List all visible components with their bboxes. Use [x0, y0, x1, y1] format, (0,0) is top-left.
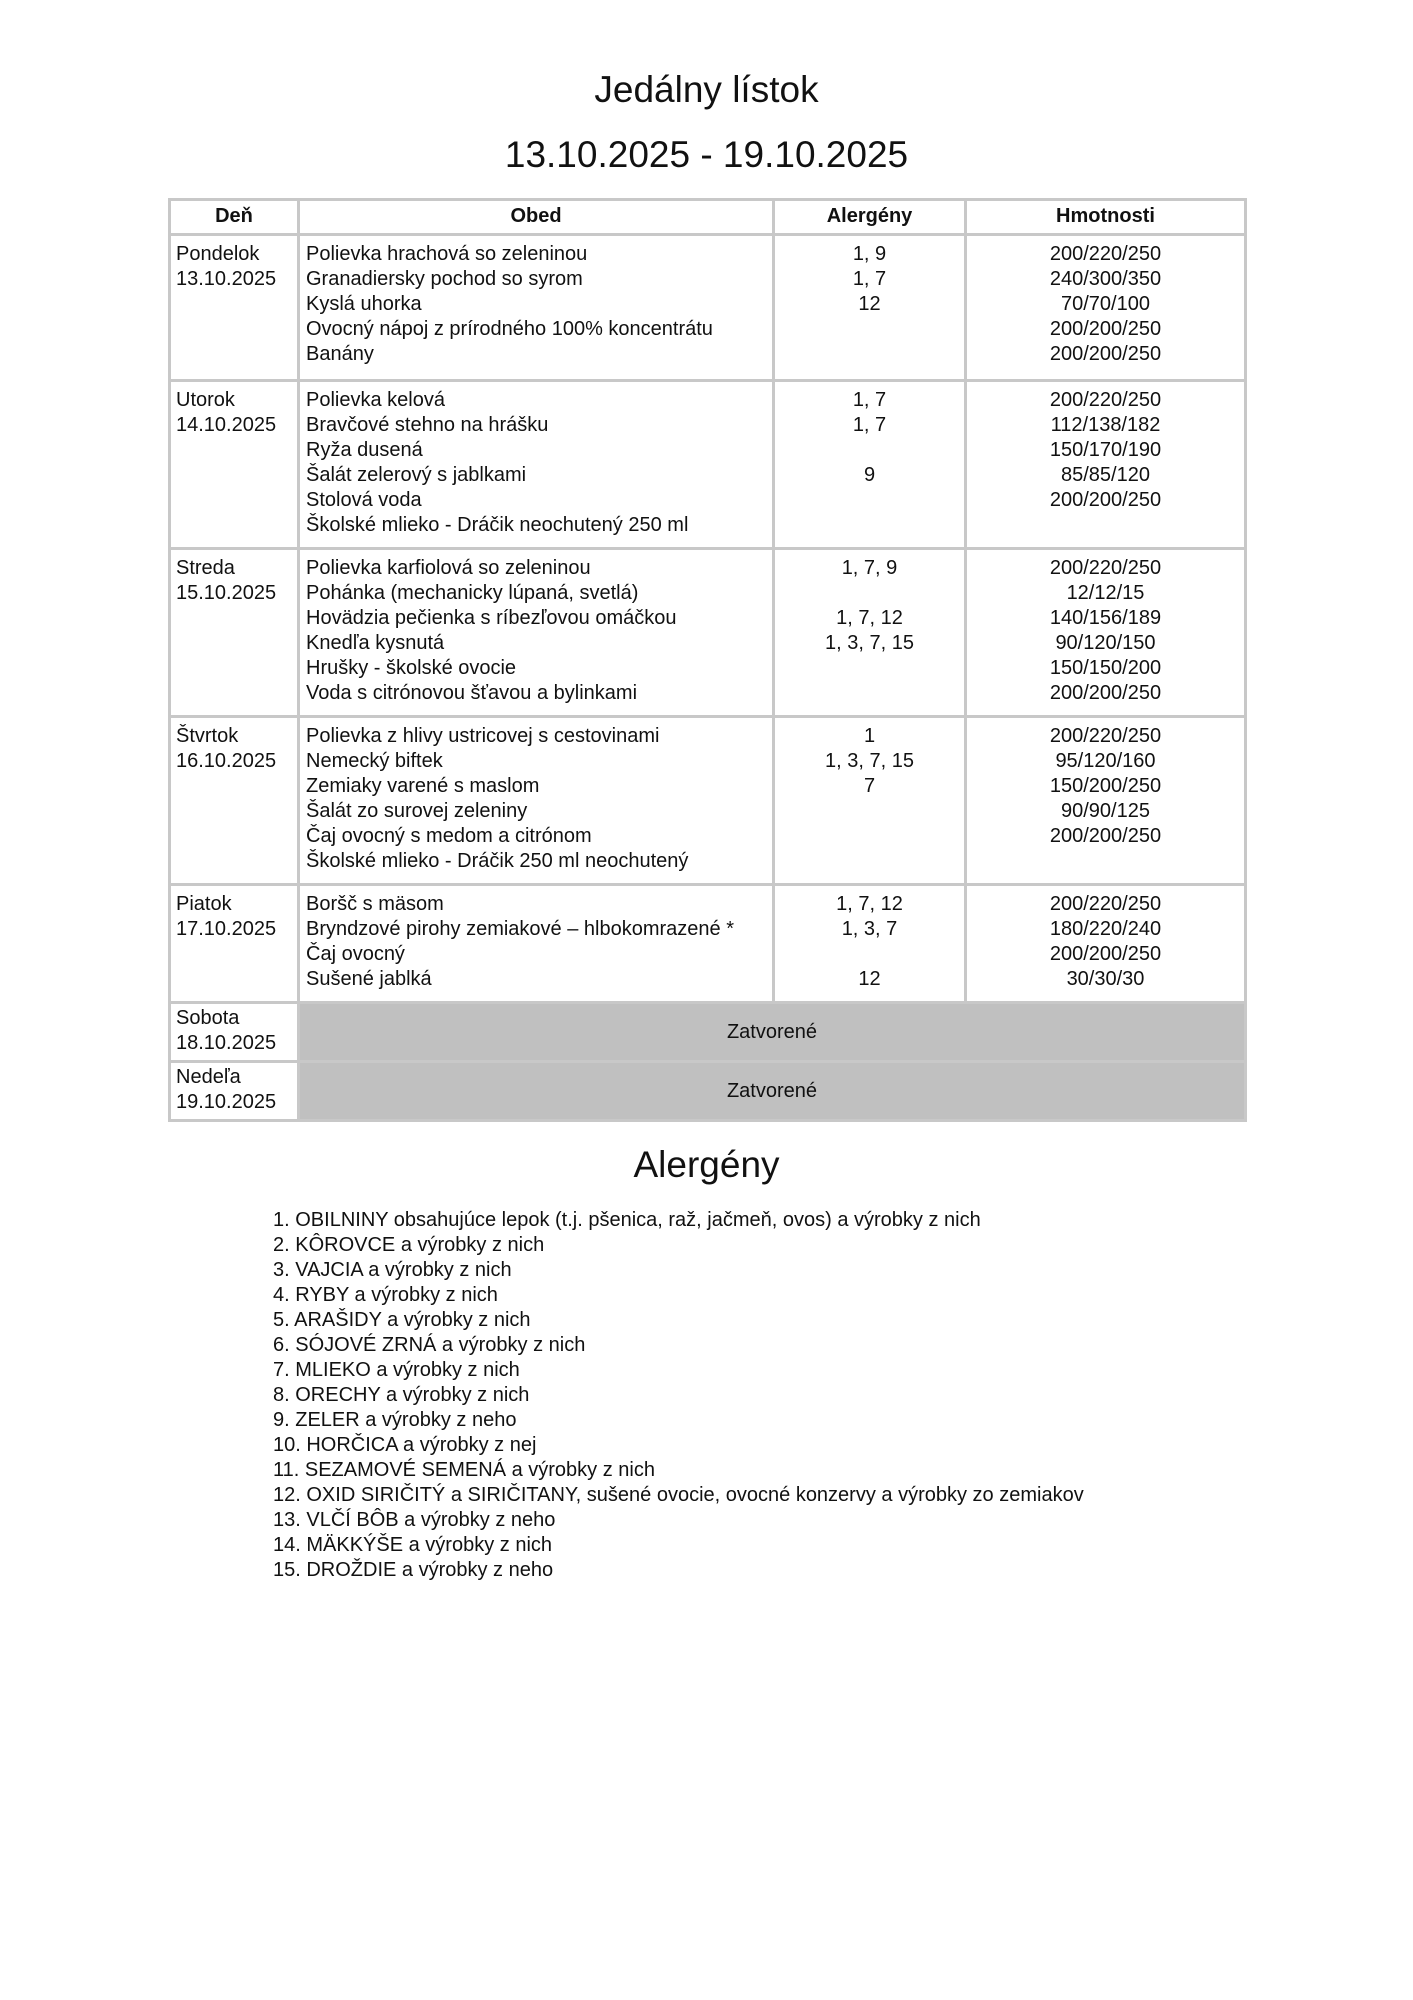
- weights-cell: [966, 885, 1246, 1003]
- meal-item: Hovädzia pečienka s ríbezľovou omáčkou: [306, 607, 677, 629]
- allergen-codes: [775, 942, 964, 967]
- closed-status: Zatvorené: [299, 1003, 1246, 1062]
- meal-item: Čaj ovocný s medom a citrónom: [306, 825, 592, 847]
- meals-cell: [299, 717, 774, 885]
- allergen-list-item: 12. OXID SIRIČITÝ a SIRIČITANY, sušené ovocie, ovocné konzervy a výrobky zo zemiakov: [273, 1484, 1084, 1506]
- meals-cell: [299, 381, 774, 549]
- table-row: [170, 549, 1246, 717]
- allergen-codes: 1, 3, 7: [841, 918, 898, 940]
- day-date: 16.10.2025: [176, 750, 277, 772]
- meal-item: Boršč s mäsom: [306, 893, 444, 915]
- allergen-codes: [775, 342, 964, 367]
- allergen-list-item: 7. MLIEKO a výrobky z nich: [273, 1359, 520, 1381]
- meal-item: Polievka z hlivy ustricovej s cestovinami: [306, 725, 660, 747]
- column-header-lunch: Obed: [299, 200, 774, 235]
- weight-value: 200/200/250: [1049, 825, 1162, 847]
- day-name: Štvrtok: [176, 725, 239, 747]
- meal-item: Kyslá uhorka: [306, 293, 422, 315]
- meals-cell: [299, 885, 774, 1003]
- allergen-codes: [775, 824, 964, 849]
- table-row: [170, 885, 1246, 1003]
- weight-value: 200/200/250: [1049, 489, 1162, 511]
- allergens-cell: [774, 717, 966, 885]
- weight-value: 140/156/189: [1049, 607, 1162, 629]
- allergen-codes: 1, 3, 7, 15: [825, 750, 914, 772]
- weight-value: 180/220/240: [1049, 918, 1162, 940]
- allergen-list-item: 9. ZELER a výrobky z neho: [273, 1409, 517, 1431]
- allergen-list-item: 11. SEZAMOVÉ SEMENÁ a výrobky z nich: [273, 1459, 655, 1481]
- menu-table: [168, 198, 1247, 1122]
- meal-item: Polievka karfiolová so zeleninou: [306, 557, 591, 579]
- meal-item: Ryža dusená: [306, 439, 423, 461]
- meal-item: Bravčové stehno na hrášku: [306, 414, 549, 436]
- allergen-codes: [775, 656, 964, 681]
- allergens-cell: [774, 549, 966, 717]
- day-cell: [170, 1062, 299, 1121]
- meal-item: Bryndzové pirohy zemiakové – hlbokomrazené *: [306, 918, 734, 940]
- page-title: Jedálny lístok: [594, 69, 819, 110]
- allergen-list-item: 13. VLČÍ BÔB a výrobky z neho: [273, 1509, 556, 1531]
- allergen-codes: 1: [863, 725, 876, 747]
- day-name: Piatok: [176, 893, 232, 915]
- weight-value: 90/120/150: [1055, 632, 1156, 654]
- day-cell: [170, 549, 299, 717]
- weight-value: 85/85/120: [1061, 464, 1150, 486]
- table-row-closed: [170, 1003, 1246, 1062]
- date-range: 13.10.2025 - 19.10.2025: [504, 134, 909, 175]
- allergen-codes: [775, 681, 964, 706]
- allergen-list-item: 14. MÄKKÝŠE a výrobky z nich: [273, 1534, 553, 1556]
- allergen-codes: 12: [858, 968, 881, 990]
- weights-cell: [966, 549, 1246, 717]
- weight-value: 200/220/250: [1049, 893, 1162, 915]
- day-name: Streda: [176, 557, 235, 579]
- allergen-codes: [775, 438, 964, 463]
- meal-item: Stolová voda: [306, 489, 422, 511]
- weight-value: 200/200/250: [1049, 943, 1162, 965]
- allergen-codes: 1, 7, 12: [836, 607, 903, 629]
- weights-cell: [966, 717, 1246, 885]
- weight-value: 240/300/350: [1049, 268, 1162, 290]
- weight-value: 150/170/190: [1049, 439, 1162, 461]
- day-date: 17.10.2025: [176, 918, 277, 940]
- allergen-codes: 7: [863, 775, 876, 797]
- allergens-title: Alergény: [633, 1144, 780, 1185]
- table-row: [170, 381, 1246, 549]
- allergen-codes: 12: [858, 293, 881, 315]
- meal-item: Nemecký biftek: [306, 750, 443, 772]
- weight-value: 112/138/182: [1050, 414, 1161, 436]
- meal-item: Zemiaky varené s maslom: [306, 775, 540, 797]
- weight-value: 95/120/160: [1055, 750, 1156, 772]
- day-name: Nedeľa: [176, 1066, 241, 1088]
- table-row: [170, 235, 1246, 381]
- meal-item: Školské mlieko - Dráčik 250 ml neochutený: [306, 850, 689, 872]
- column-header-allergens: Alergény: [774, 200, 966, 235]
- weight-value: 200/200/250: [1049, 343, 1162, 365]
- allergen-codes: [775, 799, 964, 824]
- meal-item: Ovocný nápoj z prírodného 100% koncentrátu: [306, 318, 713, 340]
- allergen-codes: 1, 7, 9: [841, 557, 898, 579]
- meal-item: Knedľa kysnutá: [306, 632, 445, 654]
- column-header-day: Deň: [170, 200, 299, 235]
- meal-item: Polievka hrachová so zeleninou: [306, 243, 588, 265]
- allergen-list-item: 10. HORČICA a výrobky z nej: [273, 1434, 537, 1456]
- weight-value: 200/200/250: [1049, 682, 1162, 704]
- weight-value: 200/220/250: [1049, 557, 1162, 579]
- allergen-codes: 1, 3, 7, 15: [825, 632, 914, 654]
- weight-value: 200/200/250: [1049, 318, 1162, 340]
- allergens-list: [273, 1208, 1084, 1583]
- allergen-list-item: 6. SÓJOVÉ ZRNÁ a výrobky z nich: [273, 1334, 586, 1356]
- day-name: Pondelok: [176, 243, 260, 265]
- day-cell: [170, 235, 299, 381]
- column-header-weights: Hmotnosti: [966, 200, 1246, 235]
- weights-cell: [966, 235, 1246, 381]
- weight-value: 200/220/250: [1049, 243, 1162, 265]
- allergen-codes: 1, 7: [852, 414, 887, 436]
- day-date: 13.10.2025: [176, 268, 277, 290]
- closed-status: Zatvorené: [299, 1062, 1246, 1121]
- allergen-codes: 1, 7: [852, 389, 887, 411]
- day-name: Utorok: [176, 389, 235, 411]
- allergen-list-item: 1. OBILNINY obsahujúce lepok (t.j. pšenica, raž, jačmeň, ovos) a výrobky z nich: [273, 1209, 981, 1231]
- table-row: [170, 717, 1246, 885]
- day-name: Sobota: [176, 1007, 240, 1029]
- meal-item: Čaj ovocný: [306, 943, 405, 965]
- day-date: 19.10.2025: [176, 1091, 277, 1113]
- weight-value: 12/12/15: [1066, 582, 1145, 604]
- allergen-list-item: 8. ORECHY a výrobky z nich: [273, 1384, 530, 1406]
- allergens-cell: [774, 885, 966, 1003]
- table-row-closed: [170, 1062, 1246, 1121]
- meal-item: Školské mlieko - Dráčik neochutený 250 ml: [306, 514, 689, 536]
- meal-item: Hrušky - školské ovocie: [306, 657, 517, 679]
- allergen-list-item: 5. ARAŠIDY a výrobky z nich: [273, 1309, 531, 1331]
- allergen-codes: [775, 317, 964, 342]
- meals-cell: [299, 549, 774, 717]
- meals-cell: [299, 235, 774, 381]
- day-cell: [170, 1003, 299, 1062]
- allergen-codes: [775, 581, 964, 606]
- allergen-codes: [775, 849, 964, 874]
- weight-value: 30/30/30: [1066, 968, 1145, 990]
- weight-value: [967, 849, 1244, 874]
- allergen-codes: 1, 9: [852, 243, 887, 265]
- allergen-codes: 1, 7, 12: [836, 893, 903, 915]
- allergen-codes: 1, 7: [852, 268, 887, 290]
- meal-item: Pohánka (mechanicky lúpaná, svetlá): [306, 582, 639, 604]
- meal-item: Voda s citrónovou šťavou a bylinkami: [306, 682, 638, 704]
- weight-value: 70/70/100: [1061, 293, 1150, 315]
- allergen-list-item: 15. DROŽDIE a výrobky z neho: [273, 1559, 554, 1581]
- meal-item: Banány: [306, 343, 374, 365]
- weight-value: 200/220/250: [1049, 389, 1162, 411]
- allergen-list-item: 4. RYBY a výrobky z nich: [273, 1284, 498, 1306]
- meal-item: Granadiersky pochod so syrom: [306, 268, 583, 290]
- day-date: 14.10.2025: [176, 414, 277, 436]
- weight-value: 200/220/250: [1049, 725, 1162, 747]
- allergen-codes: [775, 513, 964, 538]
- weight-value: [967, 513, 1244, 538]
- meal-item: Šalát zelerový s jablkami: [306, 464, 527, 486]
- allergens-cell: [774, 381, 966, 549]
- day-date: 15.10.2025: [176, 582, 277, 604]
- meal-item: Polievka kelová: [306, 389, 445, 411]
- day-cell: [170, 717, 299, 885]
- meal-item: Šalát zo surovej zeleniny: [306, 800, 528, 822]
- weight-value: 90/90/125: [1061, 800, 1150, 822]
- allergen-codes: [775, 488, 964, 513]
- meal-item: Sušené jablká: [306, 968, 432, 990]
- weight-value: 150/150/200: [1049, 657, 1162, 679]
- allergen-list-item: 2. KÔROVCE a výrobky z nich: [273, 1234, 545, 1256]
- day-cell: [170, 381, 299, 549]
- weight-value: 150/200/250: [1049, 775, 1162, 797]
- allergen-codes: 9: [863, 464, 876, 486]
- table-header-row: [170, 200, 1246, 235]
- weights-cell: [966, 381, 1246, 549]
- allergen-list-item: 3. VAJCIA a výrobky z nich: [273, 1259, 512, 1281]
- day-cell: [170, 885, 299, 1003]
- day-date: 18.10.2025: [176, 1032, 277, 1054]
- allergens-cell: [774, 235, 966, 381]
